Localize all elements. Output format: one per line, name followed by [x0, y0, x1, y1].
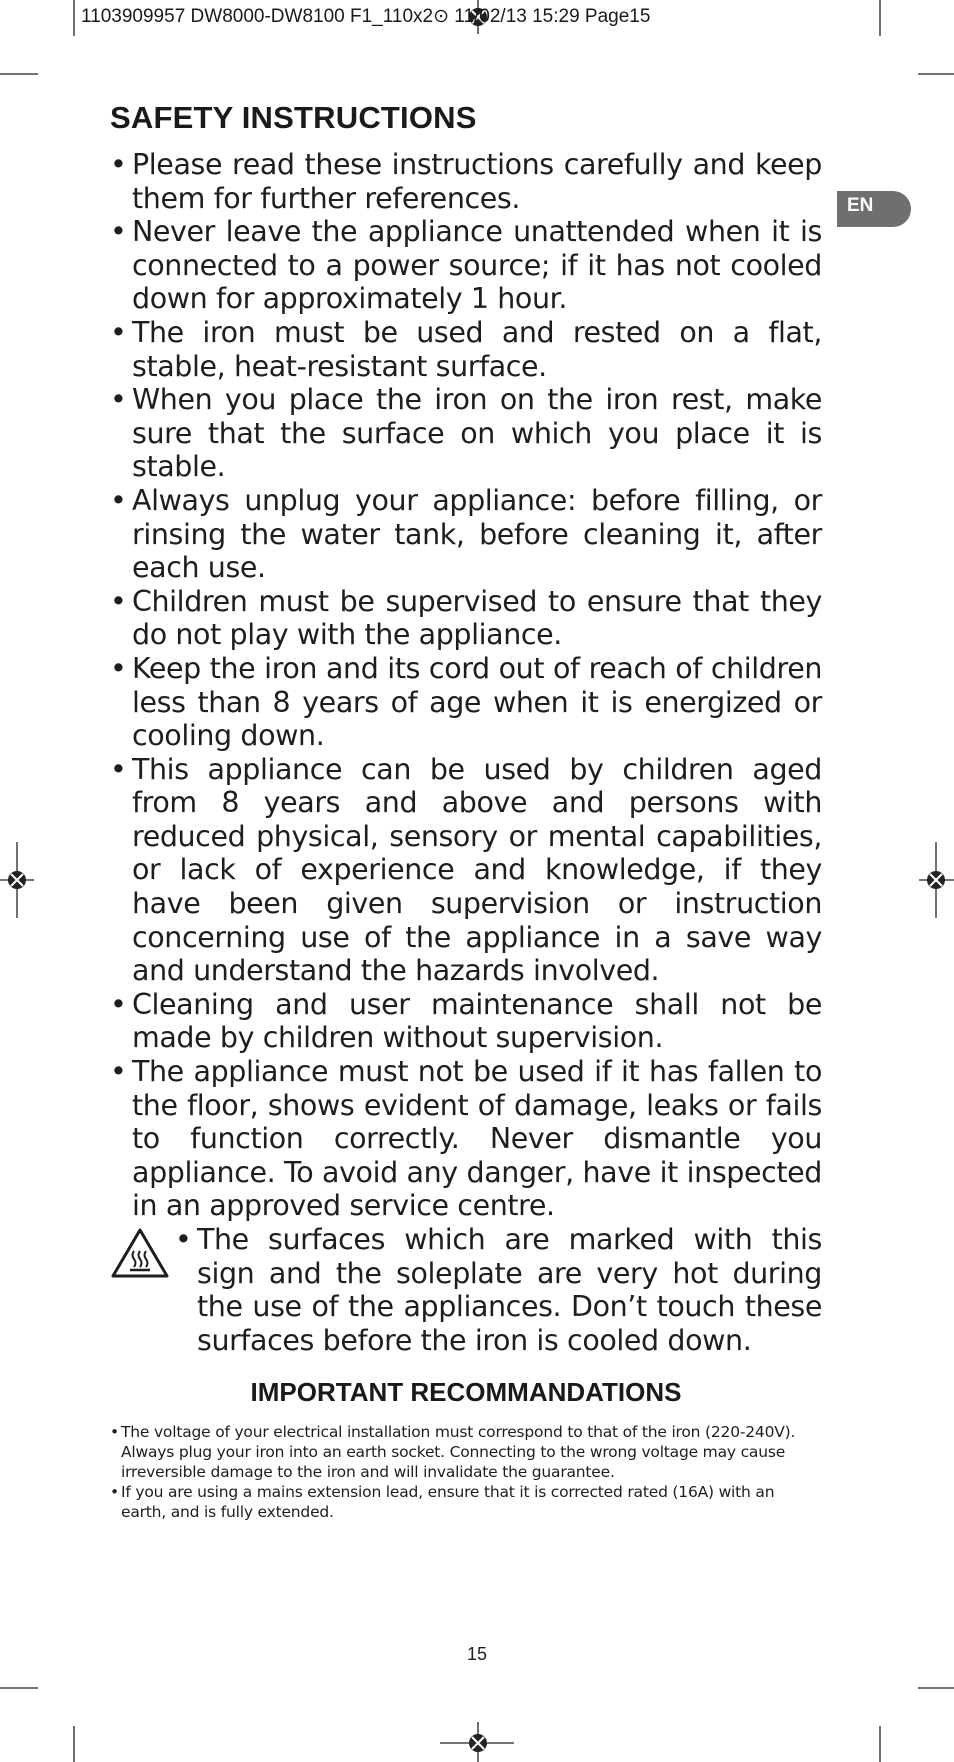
list-item: • Please read these instructions carefully and keep them for further references. [110, 148, 822, 215]
page-number: 15 [466, 1644, 488, 1664]
registration-mark-right [919, 871, 954, 889]
registration-mark-bottom [469, 1734, 487, 1752]
list-item: • The voltage of your electrical installation must correspond to that of the iron (220-240V). Always plug your iron into an earth socket. Connecting to the wrong voltage may cause irreversible damage to the iron and will invalidate the guarantee. [110, 1422, 822, 1482]
page-content [110, 100, 822, 1522]
list-item: • This appliance can be used by children aged from 8 years and above and persons with reduced physical, sensory or mental capabilities, or lack of experience and knowledge, if they have been given supervision or instruction concerning use of the appliance in a save way and understand the hazards involved. [110, 753, 822, 988]
hot-surface-warning-icon [110, 1227, 170, 1279]
list-item: • The surfaces which are marked with this sign and the soleplate are very hot during the use of the appliances. Don’t touch these surfaces before the iron is cooled down. [175, 1223, 822, 1357]
hot-surface-warning [110, 1223, 822, 1357]
list-item: • The iron must be used and rested on a flat, stable, heat-resistant surface. [110, 316, 822, 383]
registration-mark-left [0, 871, 34, 889]
list-item: • Always unplug your appliance: before filling, or rinsing the water tank, before cleaning it, after each use. [110, 484, 822, 585]
recommendations-title: IMPORTANT RECOMMANDATIONS [250, 1377, 682, 1408]
list-item: • When you place the iron on the iron rest, make sure that the surface on which you place it is stable. [110, 383, 822, 484]
list-item: • If you are using a mains extension lead, ensure that it is corrected rated (16A) with an earth, and is fully extended. [110, 1482, 822, 1522]
language-tab: EN [837, 191, 911, 227]
list-item: • Cleaning and user maintenance shall not be made by children without supervision. [110, 988, 822, 1055]
list-item: • Children must be supervised to ensure that they do not play with the appliance. [110, 585, 822, 652]
safety-title: SAFETY INSTRUCTIONS [110, 100, 477, 135]
recommendations-list [110, 1422, 822, 1522]
list-item: • Never leave the appliance unattended when it is connected to a power source; if it has not cooled down for approximately 1 hour. [110, 215, 822, 316]
warning-list [175, 1223, 822, 1357]
print-header: 1103909957 DW8000-DW8100 F1_110x2⊙ 11/02/13 15:29 Page15 [81, 6, 651, 27]
list-item: • Keep the iron and its cord out of reach of children less than 8 years of age when it is energized or cooling down. [110, 652, 822, 753]
safety-list [110, 148, 822, 1223]
list-item: • The appliance must not be used if it has fallen to the floor, shows evident of damage, leaks or fails to function correctly. Never dismantle you appliance. To avoid any danger, have it inspected in an approved service centre. [110, 1055, 822, 1223]
